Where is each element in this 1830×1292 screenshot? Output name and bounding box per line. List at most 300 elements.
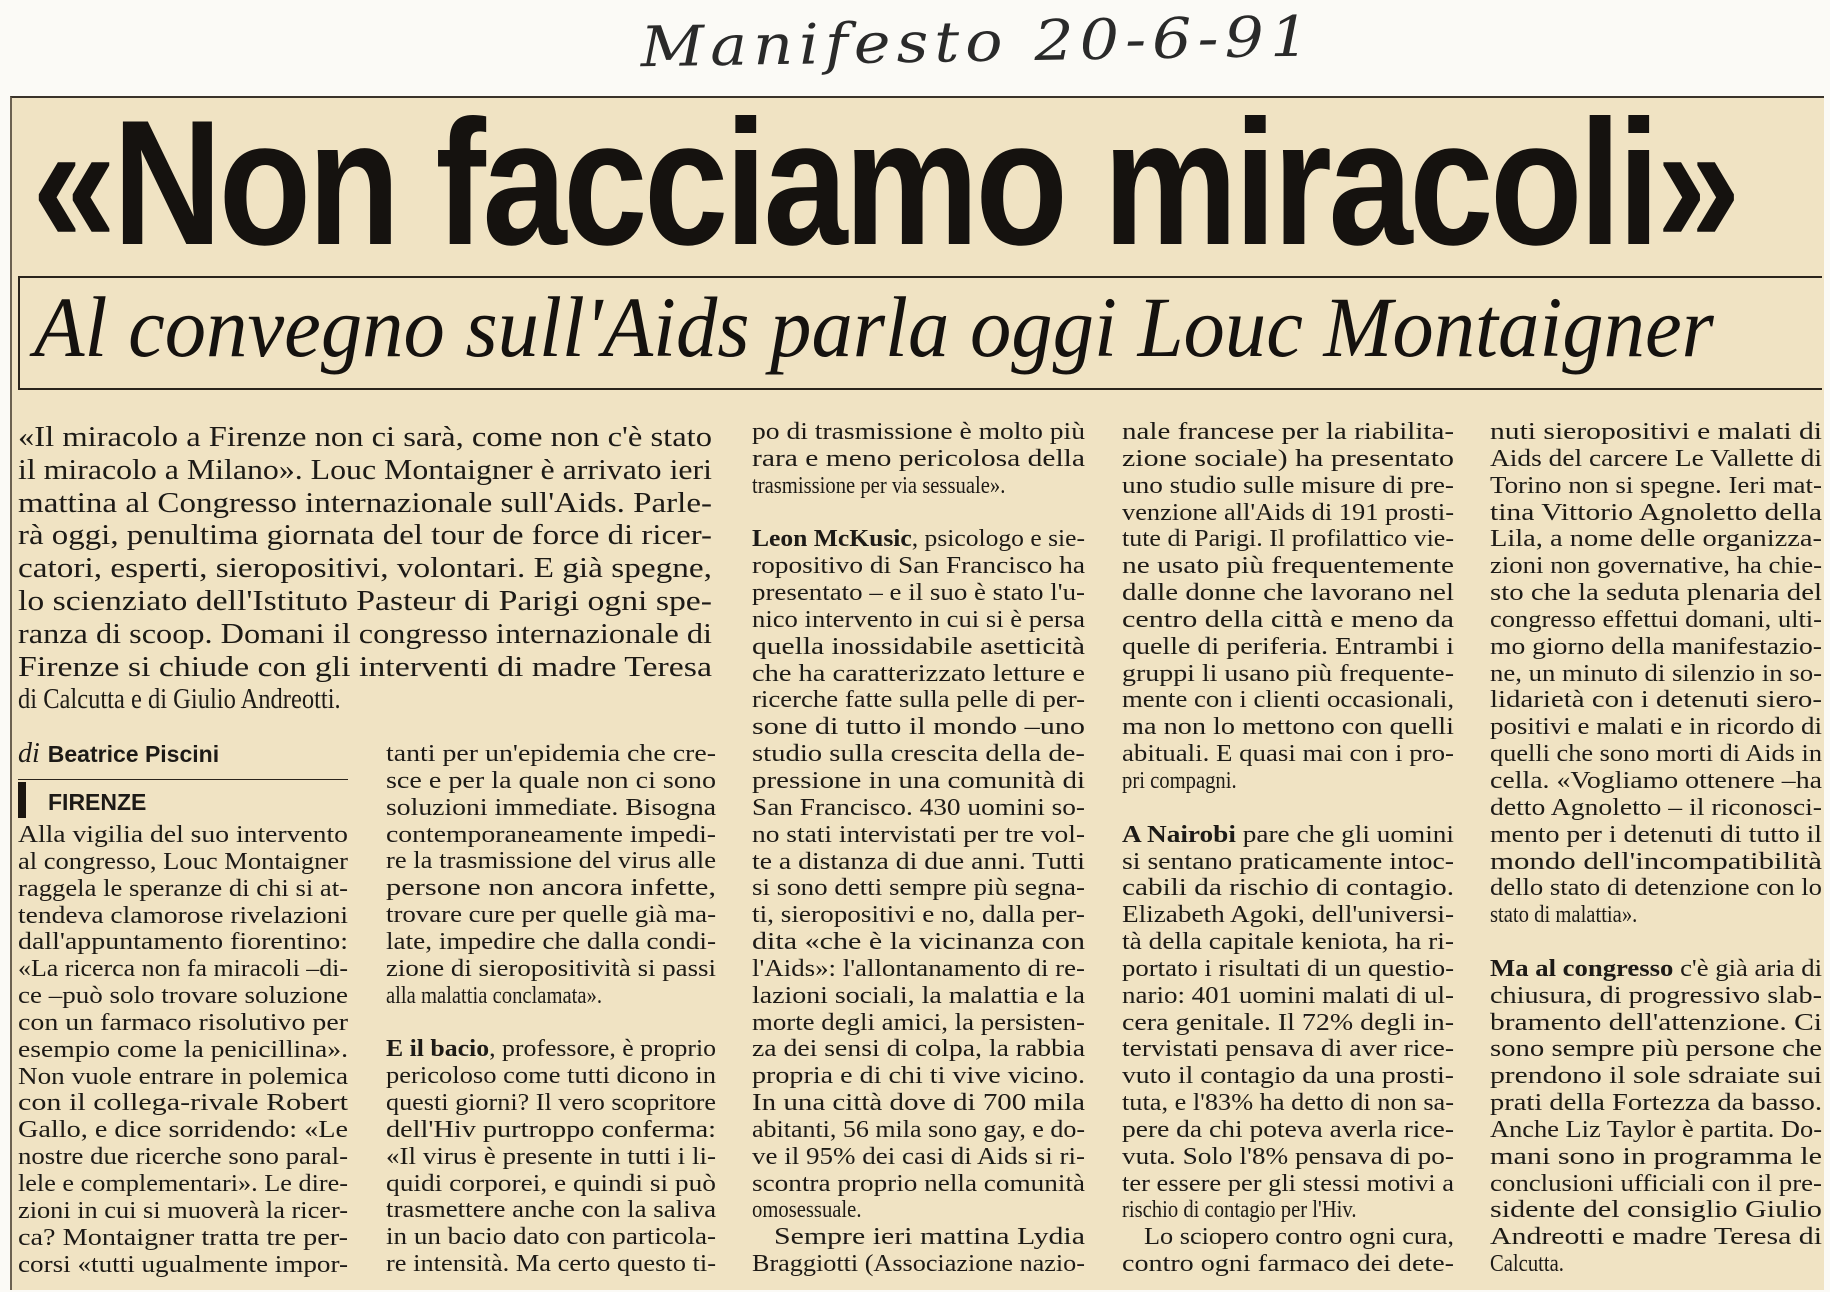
- text-line-content: [1490, 661, 1822, 688]
- text-line: [752, 741, 1085, 768]
- line-text: quelle di periferia. Entrambi i: [1122, 633, 1454, 660]
- text-line: [1122, 1063, 1454, 1090]
- line-text: positivi e malati e in ricordo di: [1490, 714, 1822, 741]
- line-text: presentato – e il suo è stato l'u-: [752, 580, 1085, 607]
- text-line-content: [752, 956, 1085, 983]
- text-line-content: [1122, 822, 1454, 849]
- article-column-3: [752, 419, 1085, 1278]
- line-text: al congresso, Louc Montaigner: [18, 848, 348, 875]
- text-line-content: [752, 983, 1085, 1010]
- line-text: nico intervento in cui si è persa: [752, 606, 1085, 633]
- line-text: Braggiotti (Associazione nazio-: [752, 1251, 1085, 1278]
- line-text: abituali. E quasi mai con i pro-: [1122, 741, 1454, 768]
- text-line: [1490, 1197, 1822, 1224]
- line-text: dita «che è la vicinanza con: [752, 929, 1085, 956]
- line-text: corsi «tutti ugualmente impor-: [18, 1251, 348, 1278]
- text-line-content: [1122, 1171, 1454, 1198]
- text-line: [1122, 607, 1454, 634]
- handwritten-source-date: Manifesto 20-6-91: [640, 3, 1316, 80]
- text-line: [1122, 446, 1454, 473]
- line-text: centro della città e meno da: [1122, 606, 1454, 633]
- line-text: pare che gli uomini: [1235, 821, 1454, 848]
- line-text: re la trasmissione del virus alle: [386, 848, 716, 875]
- text-line: [752, 607, 1085, 634]
- text-line-content: [752, 1090, 1085, 1117]
- text-line-content: [18, 422, 712, 455]
- line-text: no stati intervistati per tre vol-: [752, 821, 1085, 848]
- text-line: [18, 903, 348, 930]
- text-line: [752, 902, 1085, 929]
- text-line-content: [752, 795, 1085, 822]
- line-text: sce e per la quale non ci sono: [386, 767, 716, 794]
- text-line: [18, 1010, 348, 1037]
- text-line: [1122, 1090, 1454, 1117]
- paragraph-lead-in: Leon McKusic: [752, 526, 912, 553]
- text-line: [1122, 473, 1454, 500]
- line-text: con il collega-rivale Robert: [18, 1090, 348, 1117]
- line-text: rà oggi, penultima giornata del tour de force di ricer-: [18, 520, 712, 552]
- line-text: soluzioni immediate. Bisogna: [386, 794, 716, 821]
- line-text: cella. «Vogliamo ottenere –ha: [1490, 767, 1822, 794]
- text-line: [386, 848, 716, 875]
- text-line: [18, 956, 348, 983]
- line-text: detto Agnoletto – il riconosci-: [1490, 794, 1822, 821]
- line-text: contro ogni farmaco dei dete-: [1122, 1251, 1454, 1278]
- line-text: morte degli amici, la persisten-: [752, 1009, 1085, 1036]
- line-text: omosessuale.: [752, 1197, 862, 1224]
- text-line: [386, 1090, 716, 1117]
- text-line: [752, 849, 1085, 876]
- line-text: dello stato di detenzione con lo: [1490, 875, 1822, 902]
- line-text: lele e complementari». Le dire-: [18, 1170, 348, 1197]
- line-text: , professore, è proprio: [489, 1036, 716, 1063]
- line-text: tendeva clamorose rivelazioni: [18, 902, 348, 929]
- text-line-content: [752, 1197, 861, 1224]
- text-line-content: [1122, 741, 1454, 768]
- text-line-content: [1490, 1036, 1822, 1063]
- line-text: ter essere per gli stessi motivi a: [1122, 1170, 1454, 1197]
- line-text: che ha caratterizzato letture e: [752, 660, 1085, 687]
- subheadline: Al convegno sull'Aids parla oggi Louc Montaigner: [34, 279, 1714, 375]
- line-text: vuto il contagio da una prosti-: [1122, 1063, 1454, 1090]
- line-text: nostre due ricerche sono paral-: [18, 1144, 348, 1171]
- text-line: [1122, 1224, 1454, 1251]
- text-line: [386, 929, 716, 956]
- text-line: [752, 822, 1085, 849]
- line-text: Anche Liz Taylor è partita. Do-: [1490, 1116, 1822, 1143]
- byline: [18, 738, 219, 770]
- text-line: [1490, 741, 1822, 768]
- text-line: [752, 875, 1085, 902]
- text-line: [752, 580, 1085, 607]
- line-text: chiusura, di progressivo slab-: [1490, 982, 1822, 1009]
- text-line: [1490, 1010, 1822, 1037]
- text-line-content: [752, 822, 1085, 849]
- text-line-content: [1490, 983, 1822, 1010]
- text-line-content: [1490, 1224, 1822, 1251]
- line-text: tà della capitale keniota, ha ri-: [1122, 929, 1454, 956]
- line-text: persone non ancora infette,: [386, 875, 716, 902]
- text-line-content: [386, 741, 716, 768]
- text-line-content: [1144, 1224, 1454, 1251]
- text-line: [752, 1251, 1085, 1278]
- text-line-content: [18, 619, 712, 652]
- paragraph-lead-in: Ma al congresso: [1490, 955, 1674, 982]
- text-line-content: [386, 1063, 716, 1090]
- text-line: [1122, 875, 1454, 902]
- article-column-4: [1122, 419, 1454, 1278]
- text-line: [18, 488, 712, 521]
- text-line: [1122, 929, 1454, 956]
- text-line: [752, 1090, 1085, 1117]
- text-line: [1490, 500, 1822, 527]
- line-text: mo giorno della manifestazio-: [1490, 633, 1822, 660]
- line-text: tina Vittorio Agnoletto della: [1490, 499, 1822, 526]
- article-column-5: [1490, 419, 1822, 1278]
- text-line: [18, 983, 348, 1010]
- text-line: [386, 1117, 716, 1144]
- line-text: San Francisco. 430 uomini so-: [752, 794, 1085, 821]
- line-text: cera genitale. Il 72% degli in-: [1122, 1009, 1454, 1036]
- line-text: late, impedire che dalla condi-: [386, 928, 716, 955]
- text-line: [1122, 661, 1454, 688]
- text-line-content: [1122, 1010, 1454, 1037]
- text-line-content: [1490, 822, 1822, 849]
- line-text: dell'Hiv purtroppo conferma:: [386, 1116, 716, 1143]
- text-line-content: [18, 1198, 348, 1225]
- text-line-content: [1122, 956, 1454, 983]
- text-line: [752, 983, 1085, 1010]
- line-text: «Il virus è presente in tutti i li-: [386, 1143, 716, 1170]
- text-line-content: [752, 1063, 1085, 1090]
- text-line: [1490, 1224, 1822, 1251]
- line-text: ne, un minuto di silenzio in so-: [1490, 660, 1822, 687]
- text-line: [752, 1036, 1085, 1063]
- text-line-content: [1122, 1144, 1454, 1171]
- line-text: prati della Fortezza da basso.: [1490, 1090, 1822, 1117]
- text-line-content: [752, 634, 1085, 661]
- text-line-content: [18, 1037, 348, 1064]
- line-text: Gallo, e dice sorridendo: «Le: [18, 1117, 348, 1144]
- text-line-content: [1122, 875, 1454, 902]
- text-line: [1490, 849, 1822, 876]
- line-text: cabili da rischio di contagio.: [1122, 875, 1454, 902]
- text-line-content: [18, 652, 712, 685]
- line-text: scontra proprio nella comunità: [752, 1170, 1085, 1197]
- line-text: ne usato più frequentemente: [1122, 553, 1454, 580]
- text-line-content: [1122, 661, 1454, 688]
- line-text: abitanti, 56 mila sono gay, e do-: [752, 1116, 1085, 1143]
- line-text: contemporaneamente impedi-: [386, 821, 716, 848]
- line-text: tanti per un'epidemia che cre-: [386, 741, 716, 767]
- text-line: [752, 1197, 1085, 1224]
- text-line: [1122, 500, 1454, 527]
- paragraph-gap: [752, 500, 1085, 527]
- text-line-content: [1490, 768, 1822, 795]
- text-line-content: [1490, 795, 1822, 822]
- text-line: [18, 1037, 348, 1064]
- line-text: in un bacio dato con particola-: [386, 1224, 716, 1251]
- line-text: gruppi li usano più frequente-: [1122, 660, 1454, 687]
- text-line: [1122, 580, 1454, 607]
- text-line: [752, 634, 1085, 661]
- line-text: trasmettere anche con la saliva: [386, 1197, 716, 1224]
- text-line-content: [1490, 687, 1822, 714]
- line-text: sono sempre più persone che: [1490, 1036, 1822, 1063]
- line-text: congresso effettui domani, ulti-: [1490, 606, 1822, 633]
- text-line: [1490, 553, 1822, 580]
- text-line: [752, 661, 1085, 688]
- line-text: te a distanza di due anni. Tutti: [752, 848, 1085, 875]
- line-text: si sentano praticamente intoc-: [1122, 848, 1454, 875]
- text-line: [752, 714, 1085, 741]
- text-line-content: [1122, 500, 1454, 527]
- line-text: Andreotti e madre Teresa di: [1490, 1224, 1822, 1251]
- line-text: tervistati pensava di aver rice-: [1122, 1036, 1454, 1063]
- text-line-content: [774, 1224, 1085, 1251]
- text-line-content: [1490, 956, 1822, 983]
- text-line: [18, 1117, 348, 1144]
- text-line: [1122, 1010, 1454, 1037]
- text-line-content: [18, 983, 348, 1010]
- text-line-content: [386, 1090, 716, 1117]
- line-text: ricerche fatte sulla pelle di per-: [752, 687, 1085, 714]
- text-line-content: [18, 929, 348, 956]
- text-line: [752, 1144, 1085, 1171]
- line-text: studio sulla crescita della de-: [752, 741, 1085, 768]
- text-line-content: [1122, 1117, 1454, 1144]
- text-line: [386, 902, 716, 929]
- line-text: ma non lo mettono con quelli: [1122, 714, 1454, 741]
- line-text: venzione all'Aids di 191 prosti-: [1122, 499, 1454, 526]
- text-line: [752, 1063, 1085, 1090]
- line-text: re intensità. Ma certo questo ti-: [386, 1251, 716, 1278]
- text-line: [1122, 741, 1454, 768]
- line-text: zioni non governative, ha chie-: [1490, 553, 1822, 580]
- text-line-content: [18, 488, 712, 521]
- text-line-content: [18, 1171, 348, 1198]
- text-line-content: [1122, 607, 1454, 634]
- text-line: [752, 929, 1085, 956]
- text-line-content: [386, 848, 716, 875]
- line-text: vuta. Solo l'8% pensava di po-: [1122, 1143, 1454, 1170]
- text-line: [1490, 419, 1822, 446]
- text-line-content: [1490, 1197, 1822, 1224]
- text-line: [386, 1224, 716, 1251]
- text-line-content: [752, 1251, 1085, 1278]
- text-line-content: [1122, 768, 1237, 795]
- line-text: Lila, a nome delle organizza-: [1490, 526, 1822, 553]
- text-line: [1122, 553, 1454, 580]
- text-line-content: [18, 876, 348, 903]
- text-line-content: [18, 684, 341, 717]
- line-text: , psicologo e sie-: [911, 526, 1085, 553]
- line-text: ca? Montaigner tratta tre per-: [18, 1224, 348, 1251]
- line-text: za dei sensi di colpa, la rabbia: [752, 1036, 1085, 1063]
- byline-prefix: di: [18, 738, 40, 769]
- line-text: conclusioni ufficiali con il pre-: [1490, 1170, 1822, 1197]
- lede-paragraph: [18, 422, 712, 717]
- text-line: [752, 1224, 1085, 1251]
- line-text: pri compagni.: [1122, 767, 1237, 794]
- text-line: [18, 929, 348, 956]
- text-line: [752, 768, 1085, 795]
- text-line-content: [752, 714, 1085, 741]
- text-line: [18, 586, 712, 619]
- line-text: Firenze si chiude con gli interventi di madre Teresa: [18, 651, 712, 683]
- text-line-content: [1490, 580, 1822, 607]
- text-line-content: [752, 419, 1085, 446]
- text-line: [386, 1036, 716, 1063]
- byline-rule: [18, 779, 348, 780]
- line-text: mento per i detenuti di tutto il: [1490, 821, 1822, 848]
- line-text: esempio come la penicillina».: [18, 1036, 348, 1063]
- text-line: [752, 526, 1085, 553]
- text-line: [1122, 768, 1454, 795]
- line-text: mani sono in programma le: [1490, 1143, 1822, 1170]
- line-text: mente con i clienti occasionali,: [1122, 687, 1454, 714]
- text-line-content: [1490, 902, 1637, 929]
- text-line-content: [18, 822, 348, 849]
- text-line-content: [18, 1064, 348, 1091]
- text-line-content: [1490, 419, 1822, 446]
- text-line-content: [1122, 1090, 1454, 1117]
- line-text: tute di Parigi. Il profilattico vie-: [1122, 526, 1454, 553]
- line-text: tuta, e l'83% ha detto di non sa-: [1122, 1090, 1454, 1117]
- text-line: [1122, 849, 1454, 876]
- line-text: trovare cure per quelle già ma-: [386, 902, 716, 929]
- text-line-content: [1122, 1036, 1454, 1063]
- text-line-content: [1490, 1144, 1822, 1171]
- line-text: po di trasmissione è molto più: [752, 419, 1085, 445]
- text-line: [1122, 714, 1454, 741]
- text-line: [18, 1090, 348, 1117]
- text-line-content: [18, 1225, 348, 1252]
- text-line: [1490, 687, 1822, 714]
- line-text: dalle donne che lavorano nel: [1122, 580, 1454, 607]
- text-line: [1490, 714, 1822, 741]
- text-line-content: [386, 929, 716, 956]
- line-text: lazioni sociali, la malattia e la: [752, 982, 1085, 1009]
- text-line: [1122, 956, 1454, 983]
- text-line: [18, 1171, 348, 1198]
- line-text: Aids del carcere Le Vallette di: [1490, 445, 1822, 472]
- line-text: c'è già aria di: [1673, 955, 1822, 982]
- text-line-content: [18, 455, 712, 488]
- text-line-content: [752, 1117, 1085, 1144]
- line-text: ti, sieropositivi e no, dalla per-: [752, 902, 1085, 929]
- text-line: [1490, 607, 1822, 634]
- text-line: [1122, 1171, 1454, 1198]
- text-line: [1122, 902, 1454, 929]
- text-line-content: [386, 768, 716, 795]
- text-line: [18, 684, 712, 717]
- text-line-content: [18, 1010, 348, 1037]
- line-text: propria e di chi ti vive vicino.: [752, 1063, 1085, 1090]
- text-line-content: [386, 1144, 716, 1171]
- line-text: quella inossidabile asetticità: [752, 633, 1085, 660]
- line-text: lidarietà con i detenuti siero-: [1490, 687, 1822, 714]
- text-line-content: [1490, 526, 1822, 553]
- line-text: il miracolo a Milano». Louc Montaigner è arrivato ieri: [18, 454, 712, 486]
- article-column-2: [386, 741, 716, 1278]
- line-text: bramento dell'attenzione. Ci: [1490, 1009, 1822, 1036]
- text-line: [1122, 419, 1454, 446]
- text-line-content: [386, 795, 716, 822]
- line-text: «La ricerca non fa miracoli –di-: [18, 956, 348, 983]
- line-text: mondo dell'incompatibilità: [1490, 848, 1822, 875]
- byline-author: Beatrice Piscini: [47, 741, 220, 767]
- text-line-content: [386, 822, 716, 849]
- line-text: Alla vigilia del suo intervento: [18, 822, 348, 848]
- paragraph-lead-in: A Nairobi: [1122, 821, 1236, 848]
- text-line-content: [1122, 687, 1454, 714]
- text-line: [752, 795, 1085, 822]
- text-line-content: [1490, 1063, 1822, 1090]
- text-line: [1490, 526, 1822, 553]
- text-line-content: [1490, 714, 1822, 741]
- text-line-content: [752, 526, 1085, 553]
- text-line-content: [1122, 1197, 1357, 1224]
- paragraph-gap: [1490, 929, 1822, 956]
- paragraph-gap: [1122, 795, 1454, 822]
- text-line: [752, 446, 1085, 473]
- text-line-content: [1122, 580, 1454, 607]
- text-line-content: [752, 580, 1085, 607]
- text-line-content: [18, 1090, 348, 1117]
- text-line: [752, 956, 1085, 983]
- text-line-content: [1122, 553, 1454, 580]
- text-line-content: [18, 520, 712, 553]
- line-text: Torino non si spegne. Ieri mat-: [1490, 472, 1822, 499]
- headline: «Non facciamo miracoli»: [32, 83, 1738, 282]
- line-text: zioni in cui si muoverà la ricer-: [18, 1197, 348, 1224]
- text-line-content: [1490, 741, 1822, 768]
- line-text: nario: 401 uomini malati di ul-: [1122, 982, 1454, 1009]
- text-line-content: [386, 902, 716, 929]
- text-line: [18, 876, 348, 903]
- text-line-content: [752, 1171, 1085, 1198]
- text-line: [752, 687, 1085, 714]
- line-text: prendono il sole sdraiate sui: [1490, 1063, 1822, 1090]
- line-text: dall'appuntamento fiorentino:: [18, 929, 348, 956]
- text-line-content: [386, 1036, 716, 1063]
- text-line-content: [752, 1036, 1085, 1063]
- text-line-content: [1122, 1251, 1454, 1278]
- text-line: [1490, 875, 1822, 902]
- line-text: pericoloso come tutti dicono in: [386, 1063, 716, 1090]
- text-line: [18, 1225, 348, 1252]
- text-line-content: [752, 687, 1085, 714]
- line-text: trasmissione per via sessuale».: [752, 472, 1006, 499]
- line-text: questi giorni? Il vero scopritore: [386, 1089, 716, 1116]
- text-line-content: [18, 1252, 348, 1279]
- text-line-content: [752, 902, 1085, 929]
- text-line: [1490, 634, 1822, 661]
- text-line-content: [18, 1117, 348, 1144]
- line-text: di Calcutta e di Giulio Andreotti.: [18, 684, 341, 716]
- text-line-content: [18, 849, 348, 876]
- text-line: [18, 1252, 348, 1279]
- text-line-content: [1122, 473, 1454, 500]
- text-line: [386, 875, 716, 902]
- text-line-content: [1122, 902, 1454, 929]
- text-line-content: [1490, 1010, 1822, 1037]
- text-line-content: [386, 1171, 716, 1198]
- text-line-content: [1122, 419, 1454, 446]
- text-line: [752, 419, 1085, 446]
- text-line: [18, 1064, 348, 1091]
